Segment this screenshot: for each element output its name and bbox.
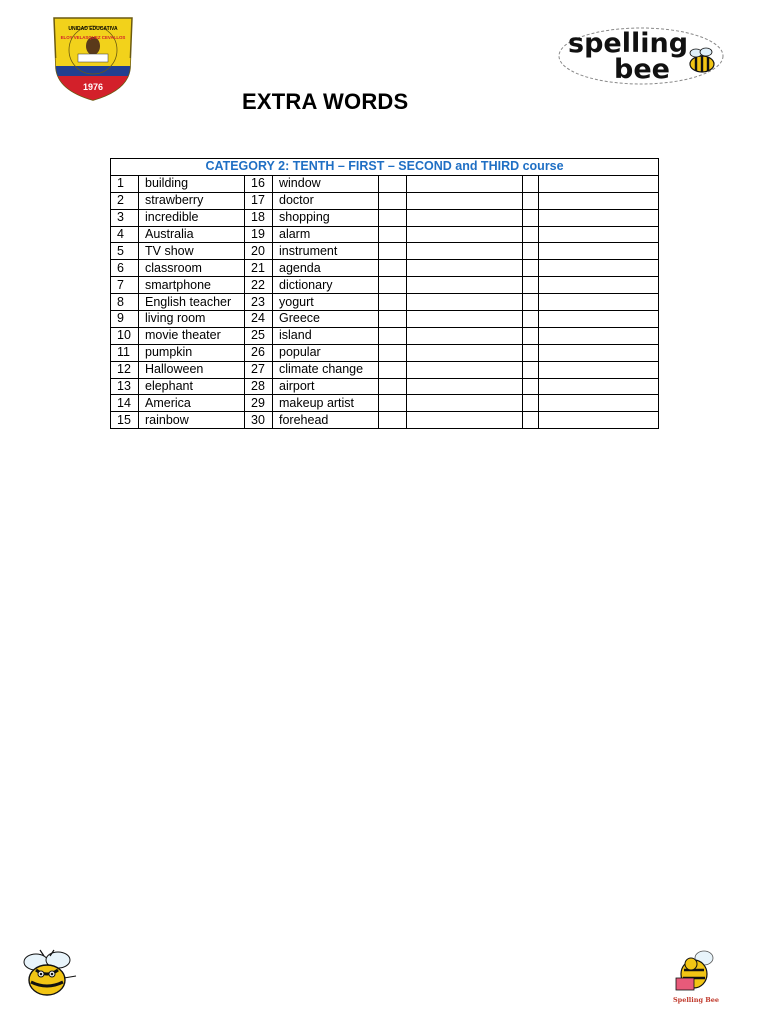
empty-cell <box>539 361 659 378</box>
empty-cell <box>539 175 659 192</box>
empty-cell <box>523 192 539 209</box>
word-number-cell: 3 <box>111 209 139 226</box>
empty-cell <box>523 395 539 412</box>
word-number-cell: 5 <box>111 243 139 260</box>
word-cell: TV show <box>139 243 245 260</box>
table-row <box>111 294 659 311</box>
empty-cell <box>539 378 659 395</box>
seal-year-text: 1976 <box>82 82 104 92</box>
word-number-cell: 4 <box>111 226 139 243</box>
words-table <box>110 158 659 429</box>
table-row <box>111 209 659 226</box>
word-number-cell: 28 <box>245 378 273 395</box>
page-title: EXTRA WORDS <box>242 89 409 114</box>
bee-reading-right-icon <box>670 948 722 1006</box>
word-cell: building <box>139 175 245 192</box>
word-cell: climate change <box>273 361 379 378</box>
word-cell: strawberry <box>139 192 245 209</box>
word-number-cell: 21 <box>245 260 273 277</box>
empty-cell <box>539 395 659 412</box>
word-number-cell: 17 <box>245 192 273 209</box>
bee-caption: Spelling Bee <box>672 996 720 1004</box>
word-number-cell: 18 <box>245 209 273 226</box>
empty-cell <box>407 192 523 209</box>
word-number-cell: 19 <box>245 226 273 243</box>
seal-name-text: ELOY VELASQUEZ CEVALLOS <box>60 35 126 40</box>
word-cell: makeup artist <box>273 395 379 412</box>
empty-cell <box>523 277 539 294</box>
empty-cell <box>539 311 659 328</box>
table-row <box>111 260 659 277</box>
school-seal-logo <box>48 10 138 104</box>
word-cell: classroom <box>139 260 245 277</box>
seal-header-text: UNIDAD EDUCATIVA <box>68 26 118 32</box>
word-cell: movie theater <box>139 327 245 344</box>
empty-cell <box>539 209 659 226</box>
empty-cell <box>407 412 523 429</box>
word-cell: forehead <box>273 412 379 429</box>
empty-cell <box>523 243 539 260</box>
empty-cell <box>407 209 523 226</box>
word-number-cell: 29 <box>245 395 273 412</box>
empty-cell <box>379 412 407 429</box>
table-row <box>111 344 659 361</box>
table-row <box>111 277 659 294</box>
word-cell: rainbow <box>139 412 245 429</box>
empty-cell <box>523 209 539 226</box>
word-cell: instrument <box>273 243 379 260</box>
empty-cell <box>539 226 659 243</box>
empty-cell <box>407 311 523 328</box>
empty-cell <box>379 260 407 277</box>
empty-cell <box>523 294 539 311</box>
word-number-cell: 10 <box>111 327 139 344</box>
word-cell: agenda <box>273 260 379 277</box>
word-cell: airport <box>273 378 379 395</box>
empty-cell <box>379 243 407 260</box>
table-row <box>111 226 659 243</box>
empty-cell <box>379 226 407 243</box>
word-number-cell: 12 <box>111 361 139 378</box>
empty-cell <box>407 260 523 277</box>
table-row <box>111 378 659 395</box>
word-number-cell: 25 <box>245 327 273 344</box>
table-row <box>111 395 659 412</box>
word-number-cell: 23 <box>245 294 273 311</box>
table-row <box>111 192 659 209</box>
word-cell: shopping <box>273 209 379 226</box>
empty-cell <box>379 395 407 412</box>
word-number-cell: 13 <box>111 378 139 395</box>
word-number-cell: 1 <box>111 175 139 192</box>
table-row <box>111 311 659 328</box>
table-row <box>111 412 659 429</box>
word-cell: window <box>273 175 379 192</box>
word-number-cell: 6 <box>111 260 139 277</box>
word-cell: smartphone <box>139 277 245 294</box>
table-row <box>111 361 659 378</box>
empty-cell <box>407 277 523 294</box>
word-cell: doctor <box>273 192 379 209</box>
word-number-cell: 20 <box>245 243 273 260</box>
empty-cell <box>379 344 407 361</box>
bee-icon <box>690 48 714 72</box>
logo-word-bee: bee <box>614 54 670 85</box>
empty-cell <box>539 294 659 311</box>
word-cell: Australia <box>139 226 245 243</box>
empty-cell <box>523 226 539 243</box>
empty-cell <box>407 294 523 311</box>
empty-cell <box>523 260 539 277</box>
empty-cell <box>379 209 407 226</box>
empty-cell <box>539 260 659 277</box>
empty-cell <box>523 378 539 395</box>
word-number-cell: 30 <box>245 412 273 429</box>
empty-cell <box>407 344 523 361</box>
table-row <box>111 243 659 260</box>
logo-word-spelling: spelling <box>568 28 689 59</box>
table-row <box>111 327 659 344</box>
word-cell: island <box>273 327 379 344</box>
word-number-cell: 2 <box>111 192 139 209</box>
word-cell: America <box>139 395 245 412</box>
empty-cell <box>539 243 659 260</box>
bee-mascot-left-icon <box>14 948 80 1000</box>
category-label: CATEGORY 2: TENTH – FIRST – SECOND and THIRD course <box>111 159 659 176</box>
word-number-cell: 8 <box>111 294 139 311</box>
empty-cell <box>379 327 407 344</box>
word-number-cell: 27 <box>245 361 273 378</box>
empty-cell <box>523 344 539 361</box>
empty-cell <box>523 311 539 328</box>
spelling-bee-logo <box>556 20 726 88</box>
empty-cell <box>379 192 407 209</box>
word-cell: living room <box>139 311 245 328</box>
empty-cell <box>379 175 407 192</box>
word-number-cell: 11 <box>111 344 139 361</box>
empty-cell <box>523 412 539 429</box>
word-cell: pumpkin <box>139 344 245 361</box>
word-cell: yogurt <box>273 294 379 311</box>
word-cell: popular <box>273 344 379 361</box>
empty-cell <box>407 327 523 344</box>
word-number-cell: 16 <box>245 175 273 192</box>
empty-cell <box>407 395 523 412</box>
empty-cell <box>539 277 659 294</box>
word-cell: alarm <box>273 226 379 243</box>
word-number-cell: 26 <box>245 344 273 361</box>
word-number-cell: 15 <box>111 412 139 429</box>
empty-cell <box>407 243 523 260</box>
empty-cell <box>407 175 523 192</box>
word-cell: Halloween <box>139 361 245 378</box>
empty-cell <box>379 311 407 328</box>
word-number-cell: 7 <box>111 277 139 294</box>
empty-cell <box>523 175 539 192</box>
word-cell: dictionary <box>273 277 379 294</box>
empty-cell <box>379 294 407 311</box>
empty-cell <box>539 344 659 361</box>
empty-cell <box>407 226 523 243</box>
empty-cell <box>379 361 407 378</box>
empty-cell <box>539 327 659 344</box>
empty-cell <box>407 378 523 395</box>
word-number-cell: 9 <box>111 311 139 328</box>
word-number-cell: 14 <box>111 395 139 412</box>
category-header-row <box>111 159 659 176</box>
word-cell: English teacher <box>139 294 245 311</box>
word-number-cell: 24 <box>245 311 273 328</box>
empty-cell <box>407 361 523 378</box>
word-cell: incredible <box>139 209 245 226</box>
empty-cell <box>379 277 407 294</box>
empty-cell <box>379 378 407 395</box>
word-cell: Greece <box>273 311 379 328</box>
word-number-cell: 22 <box>245 277 273 294</box>
empty-cell <box>523 361 539 378</box>
word-cell: elephant <box>139 378 245 395</box>
table-row <box>111 175 659 192</box>
empty-cell <box>539 412 659 429</box>
empty-cell <box>523 327 539 344</box>
empty-cell <box>539 192 659 209</box>
